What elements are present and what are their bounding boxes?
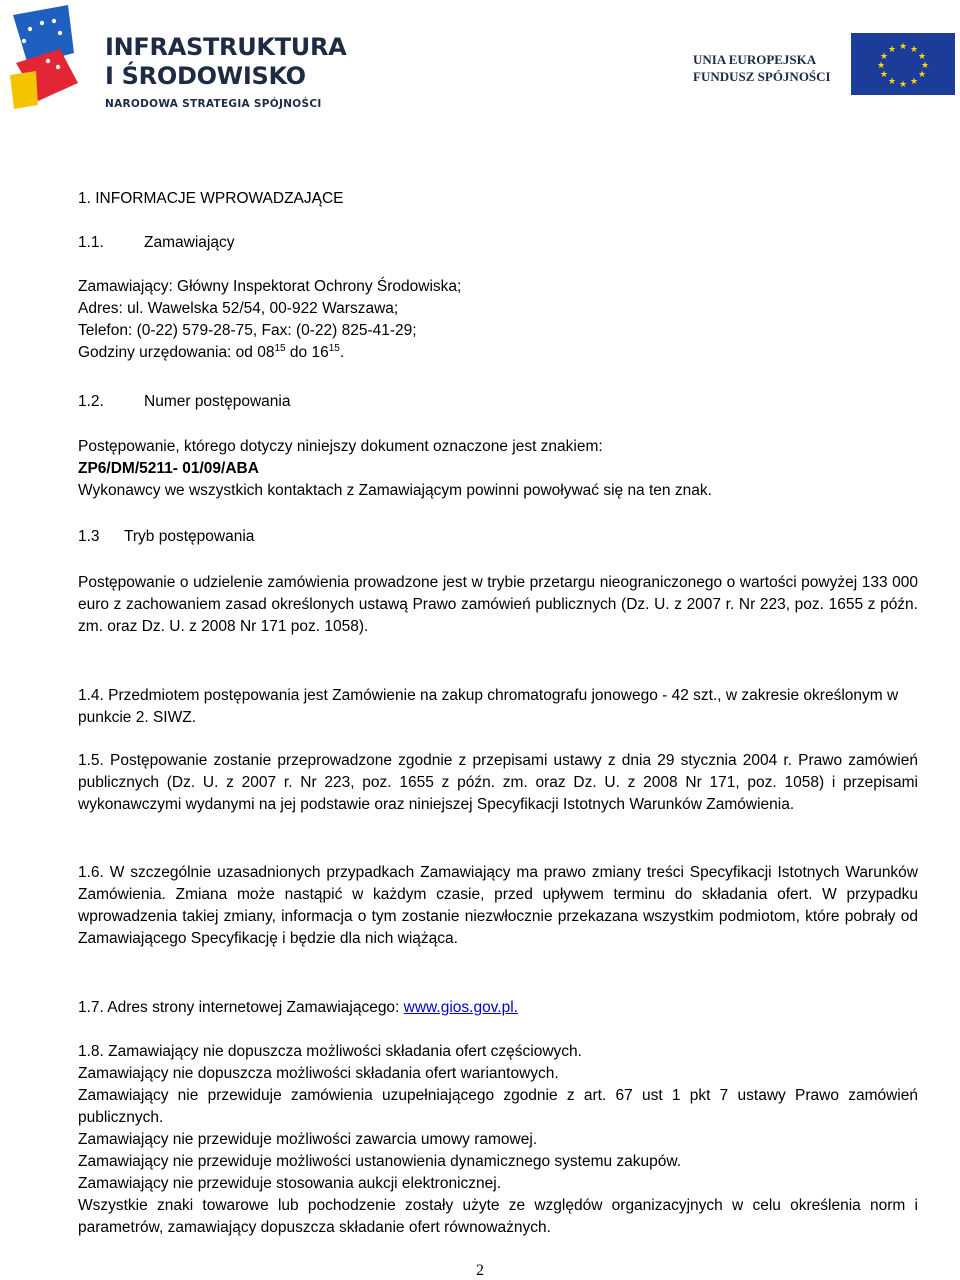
logo-line-2: I ŚRODOWISKO (105, 62, 306, 90)
svg-text:★: ★ (909, 77, 919, 87)
paragraph-1-4: 1.4. Przedmiotem postępowania jest Zamówienie na zakup chromatografu jonowego - 42 szt., w zakresie określonym w punkcie 2. SIWZ. (78, 687, 899, 726)
note-auction: Zamawiający nie przewiduje stosowania aukcji elektronicznej. (78, 1175, 502, 1192)
website-label: 1.7. Adres strony internetowej Zamawiającego: (78, 999, 404, 1016)
contact-hours: Godziny urzędowania: od $08^{15}$ do $16^{15}$. (78, 343, 345, 361)
contact-block (78, 276, 918, 364)
svg-text:★: ★ (898, 42, 908, 52)
svg-text:★: ★ (898, 80, 908, 90)
svg-text:★: ★ (876, 61, 886, 71)
heading-1-2-text: Numer postępowania (144, 393, 291, 410)
svg-text:★: ★ (879, 52, 889, 62)
svg-text:★: ★ (920, 61, 930, 71)
infrastruktura-logo (8, 5, 347, 110)
eu-logo-line-1: UNIA EUROPEJSKA (693, 52, 817, 67)
note-supplementary: Zamawiający nie przewiduje zamówienia uzupełniającego zgodnie z art. 67 ust 1 pkt 7 ustawy Prawo zamówień publicznych. (78, 1087, 918, 1126)
reference-code: ZP6/DM/5211- 01/09/ABA (78, 460, 259, 477)
reference-note: Wykonawcy we wszystkich kontaktach z Zamawiającym powinni powoływać się na ten znak. (78, 482, 712, 499)
note-trademarks: Wszystkie znaki towarowe lub pochodzenie zostały użyte ze względów organizacyjnych w celu określenia norm i parametrów, zamawiający dopuszcza składanie ofert równoważnych. (78, 1197, 918, 1236)
eu-logo (693, 33, 955, 97)
paragraph-1-8 (78, 1041, 918, 1239)
svg-text:★: ★ (909, 45, 919, 55)
heading-1-2 (78, 391, 918, 413)
svg-text:★: ★ (887, 45, 897, 55)
eu-logo-line-2: FUNDUSZ SPÓJNOŚCI (693, 69, 831, 84)
contact-phone: Telefon: (0-22) 579-28-75, Fax: (0-22) 825-41-29; (78, 322, 417, 339)
nss-flag-emblem-icon (8, 5, 100, 110)
note-dynamic-system: Zamawiający nie przewiduje możliwości ustanowienia dynamicznego systemu zakupów. (78, 1153, 682, 1170)
heading-1-3 (78, 526, 918, 548)
heading-1-3-text: Tryb postępowania (124, 528, 255, 545)
heading-1-2-number: 1.2. (78, 393, 104, 410)
note-variant-offers: Zamawiający nie dopuszcza możliwości składania ofert wariantowych. (78, 1065, 559, 1082)
svg-text:★: ★ (917, 70, 927, 80)
svg-text:★: ★ (887, 77, 897, 87)
svg-text:★: ★ (879, 70, 889, 80)
note-framework: Zamawiający nie przewiduje możliwości zawarcia umowy ramowej. (78, 1131, 538, 1148)
logo-line-1: INFRASTRUKTURA (105, 33, 347, 61)
contact-address: Adres: ul. Wawelska 52/54, 00-922 Warszawa; (78, 300, 399, 317)
reference-block (78, 436, 918, 502)
heading-1-1-text: Zamawiający (144, 234, 235, 251)
reference-intro: Postępowanie, którego dotyczy niniejszy dokument oznaczone jest znakiem: (78, 438, 603, 455)
heading-1-3-number: 1.3 (78, 528, 100, 545)
paragraph-1-7 (78, 997, 918, 1019)
website-link[interactable]: www.gios.gov.pl. (403, 999, 518, 1016)
section-title: 1. INFORMACJE WPROWADZAJĄCE (78, 190, 344, 207)
paragraph-1-6: 1.6. W szczególnie uzasadnionych przypadkach Zamawiający ma prawo zmiany treści Specyfikacji Istotnych Warunków Zamówienia. Zmiana może nastąpić w każdym czasie, przed upływem terminu do składania ofert. W przypadku wprowadzenia takiej zmiany, informacja o tym zostanie niezwłocznie przekazana wszystkim podmiotom, które pobrały od Zamawiającego Specyfikację i będzie dla nich wiążąca. (78, 864, 918, 947)
svg-text:★: ★ (917, 52, 927, 62)
heading-1-1 (78, 232, 918, 254)
paragraph-1-5: 1.5. Postępowanie zostanie przeprowadzone zgodnie z przepisami ustawy z dnia 29 stycznia 2004 r. Prawo zamówień publicznych (Dz. U. z 2007 r. Nr 223, poz. 1655 z późn. zm. oraz Dz. U. z 2008 Nr 171, poz. 1058) i przepisami wykonawczymi wydanymi na jej podstawie oraz niniejszej Specyfikacji Istotnych Warunków Zamówienia. (78, 752, 918, 813)
page-number: 2 (476, 1262, 484, 1279)
heading-1-1-number: 1.1. (78, 234, 104, 251)
eu-flag-icon (851, 33, 955, 95)
procedure-text: Postępowanie o udzielenie zamówienia prowadzone jest w trybie przetargu nieograniczonego o wartości powyżej 133 000 euro z zachowaniem zasad określonych ustawą Prawo zamówień publicznych (Dz. U. z 2007 r. Nr 223, poz. 1655 z późn. zm. oraz Dz. U. z 2008 Nr 171 poz. 1058). (78, 574, 918, 635)
contact-name: Zamawiający: Główny Inspektorat Ochrony Środowiska; (78, 278, 462, 295)
note-partial-offers: 1.8. Zamawiający nie dopuszcza możliwości składania ofert częściowych. (78, 1043, 582, 1060)
logo-line-3: NARODOWA STRATEGIA SPÓJNOŚCI (105, 98, 322, 110)
